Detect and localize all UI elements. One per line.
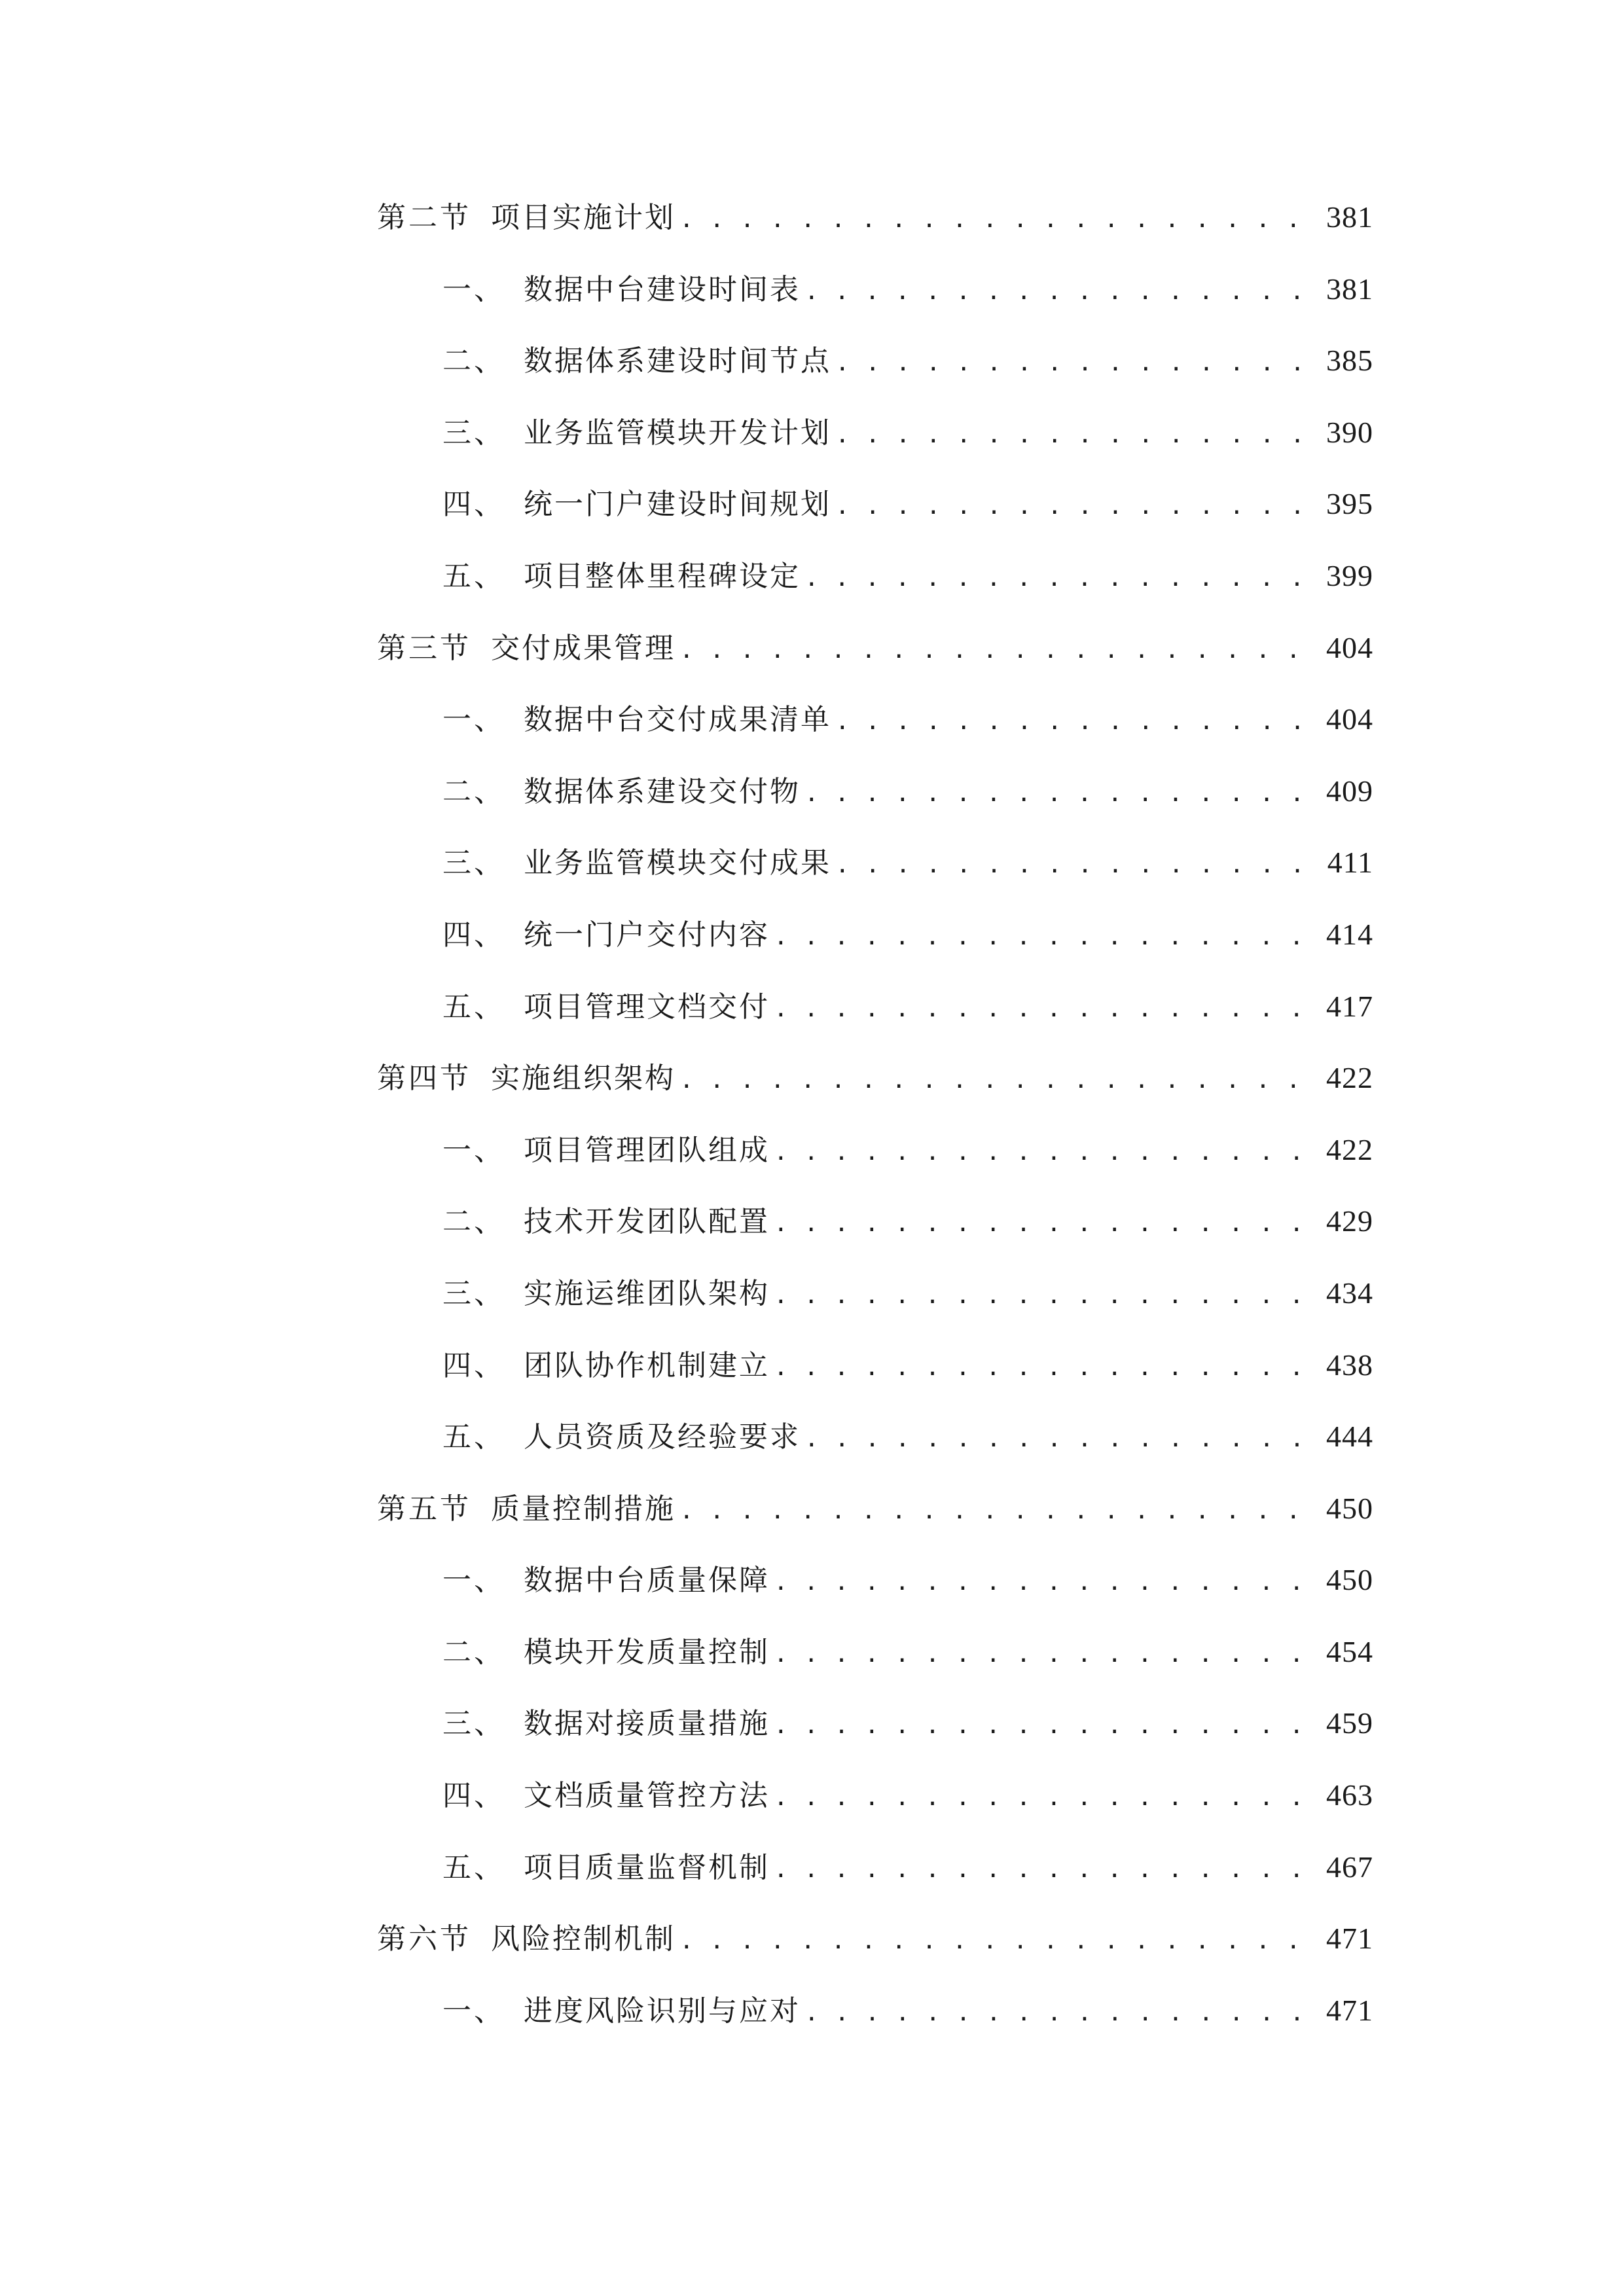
toc-entry-title: 数据中台建设时间表 bbox=[524, 272, 801, 306]
toc-entry-page-number: 459 bbox=[1326, 1706, 1373, 1740]
toc-entry-title: 项目管理文档交付 bbox=[524, 990, 770, 1024]
toc-entry-number: 第三节 bbox=[377, 631, 471, 665]
toc-entry-page-number: 381 bbox=[1326, 200, 1373, 234]
toc-entry-page-number: 422 bbox=[1326, 1132, 1373, 1166]
toc-entry-number: 五、 bbox=[442, 1420, 505, 1454]
toc-entry-number: 第四节 bbox=[377, 1062, 471, 1096]
toc-entry-number: 二、 bbox=[442, 344, 505, 378]
toc-dot-leader bbox=[804, 1416, 1314, 1462]
toc-subsection-entry[interactable] bbox=[377, 1127, 1373, 1199]
toc-entry-title: 业务监管模块交付成果 bbox=[524, 846, 831, 880]
toc-dot-leader bbox=[835, 842, 1314, 888]
toc-dot-leader bbox=[679, 628, 1314, 673]
toc-subsection-entry[interactable] bbox=[377, 1629, 1373, 1701]
toc-entry-title: 数据体系建设交付物 bbox=[524, 774, 801, 808]
toc-subsection-entry[interactable] bbox=[377, 481, 1373, 553]
toc-entry-title: 实施运维团队架构 bbox=[524, 1276, 770, 1310]
toc-dot-leader bbox=[774, 1703, 1314, 1749]
toc-dot-leader bbox=[804, 269, 1314, 315]
toc-entry-number: 四、 bbox=[442, 1779, 505, 1813]
toc-entry-title: 风险控制机制 bbox=[491, 1922, 676, 1956]
toc-subsection-entry[interactable] bbox=[377, 840, 1373, 912]
toc-entry-number: 二、 bbox=[442, 774, 505, 808]
toc-entry-number: 一、 bbox=[442, 272, 505, 306]
toc-entry-number: 二、 bbox=[442, 1205, 505, 1239]
toc-entry-page-number: 471 bbox=[1326, 1993, 1373, 2027]
toc-entry-title: 业务监管模块开发计划 bbox=[524, 416, 831, 450]
toc-dot-leader bbox=[679, 1058, 1314, 1103]
toc-entry-number: 三、 bbox=[442, 1276, 505, 1310]
toc-subsection-entry[interactable] bbox=[377, 1772, 1373, 1844]
toc-entry-page-number: 434 bbox=[1326, 1276, 1373, 1310]
toc-entry-number: 一、 bbox=[442, 1994, 505, 2028]
toc-subsection-entry[interactable] bbox=[377, 1844, 1373, 1916]
toc-entry-number: 一、 bbox=[442, 1564, 505, 1598]
toc-dot-leader bbox=[774, 1345, 1314, 1391]
toc-entry-number: 四、 bbox=[442, 918, 505, 952]
toc-subsection-entry[interactable] bbox=[377, 266, 1373, 338]
toc-subsection-entry[interactable] bbox=[377, 553, 1373, 625]
toc-entry-page-number: 399 bbox=[1326, 558, 1373, 592]
toc-entry-title: 项目整体里程碑设定 bbox=[524, 559, 801, 593]
toc-entry-title: 统一门户建设时间规划 bbox=[524, 488, 831, 522]
toc-entry-title: 数据体系建设时间节点 bbox=[524, 344, 831, 378]
toc-dot-leader bbox=[679, 197, 1314, 243]
toc-subsection-entry[interactable] bbox=[377, 1557, 1373, 1629]
toc-dot-leader bbox=[835, 484, 1314, 529]
toc-dot-leader bbox=[774, 914, 1314, 960]
toc-entry-page-number: 395 bbox=[1326, 487, 1373, 521]
toc-entry-number: 四、 bbox=[442, 1348, 505, 1382]
toc-entry-title: 文档质量管控方法 bbox=[524, 1779, 770, 1813]
toc-subsection-entry[interactable] bbox=[377, 410, 1373, 482]
toc-entry-number: 三、 bbox=[442, 1707, 505, 1741]
toc-entry-number: 三、 bbox=[442, 416, 505, 450]
toc-dot-leader bbox=[774, 1847, 1314, 1893]
toc-entry-page-number: 467 bbox=[1326, 1850, 1373, 1884]
toc-entry-number: 四、 bbox=[442, 488, 505, 522]
toc-entry-page-number: 444 bbox=[1326, 1420, 1373, 1454]
toc-subsection-entry[interactable] bbox=[377, 912, 1373, 984]
toc-entry-title: 交付成果管理 bbox=[491, 631, 676, 665]
toc-entry-number: 五、 bbox=[442, 1850, 505, 1884]
toc-dot-leader bbox=[679, 1488, 1314, 1534]
toc-dot-leader bbox=[774, 1130, 1314, 1175]
toc-entry-title: 技术开发团队配置 bbox=[524, 1205, 770, 1239]
toc-dot-leader bbox=[679, 1918, 1314, 1964]
toc-entry-page-number: 411 bbox=[1327, 846, 1373, 880]
toc-dot-leader bbox=[774, 1632, 1314, 1677]
toc-entry-page-number: 404 bbox=[1326, 630, 1373, 664]
toc-entry-page-number: 414 bbox=[1326, 917, 1373, 951]
toc-subsection-entry[interactable] bbox=[377, 984, 1373, 1056]
toc-entry-title: 数据对接质量措施 bbox=[524, 1707, 770, 1741]
toc-entry-number: 一、 bbox=[442, 1133, 505, 1167]
toc-entry-number: 第二节 bbox=[377, 201, 471, 234]
toc-dot-leader bbox=[774, 1273, 1314, 1319]
toc-entry-number: 五、 bbox=[442, 990, 505, 1024]
toc-dot-leader bbox=[835, 412, 1314, 458]
toc-entry-number: 一、 bbox=[442, 703, 505, 737]
toc-dot-leader bbox=[835, 699, 1314, 745]
toc-entry-page-number: 471 bbox=[1326, 1922, 1373, 1956]
toc-entry-page-number: 422 bbox=[1326, 1061, 1373, 1095]
toc-dot-leader bbox=[804, 771, 1314, 817]
toc-subsection-entry[interactable] bbox=[377, 1198, 1373, 1270]
table-of-contents bbox=[377, 194, 1373, 2059]
toc-entry-page-number: 450 bbox=[1326, 1563, 1373, 1597]
toc-entry-number: 三、 bbox=[442, 846, 505, 880]
toc-section-entry[interactable] bbox=[377, 1916, 1373, 1988]
toc-entry-page-number: 454 bbox=[1326, 1634, 1373, 1668]
toc-entry-page-number: 429 bbox=[1326, 1204, 1373, 1238]
toc-dot-leader bbox=[774, 1201, 1314, 1247]
toc-subsection-entry[interactable] bbox=[377, 1700, 1373, 1772]
toc-entry-title: 数据中台交付成果清单 bbox=[524, 703, 831, 737]
toc-entry-title: 进度风险识别与应对 bbox=[524, 1994, 801, 2028]
toc-dot-leader bbox=[774, 1560, 1314, 1605]
toc-entry-page-number: 463 bbox=[1326, 1778, 1373, 1812]
toc-dot-leader bbox=[835, 340, 1314, 386]
toc-dot-leader bbox=[774, 986, 1314, 1032]
toc-entry-page-number: 381 bbox=[1326, 272, 1373, 306]
toc-entry-number: 第五节 bbox=[377, 1492, 471, 1526]
toc-entry-title: 质量控制措施 bbox=[491, 1492, 676, 1526]
toc-entry-title: 项目实施计划 bbox=[491, 201, 676, 234]
toc-dot-leader bbox=[804, 1990, 1314, 2036]
toc-entry-page-number: 404 bbox=[1326, 702, 1373, 736]
toc-section-entry[interactable] bbox=[377, 1486, 1373, 1558]
toc-dot-leader bbox=[774, 1775, 1314, 1821]
toc-entry-page-number: 450 bbox=[1326, 1491, 1373, 1525]
toc-entry-number: 第六节 bbox=[377, 1922, 471, 1956]
toc-entry-title: 统一门户交付内容 bbox=[524, 918, 770, 952]
toc-dot-leader bbox=[804, 556, 1314, 601]
toc-section-entry[interactable] bbox=[377, 625, 1373, 697]
toc-entry-title: 团队协作机制建立 bbox=[524, 1348, 770, 1382]
toc-entry-number: 五、 bbox=[442, 559, 505, 593]
toc-entry-title: 实施组织架构 bbox=[491, 1062, 676, 1096]
toc-subsection-entry[interactable] bbox=[377, 768, 1373, 840]
toc-entry-title: 模块开发质量控制 bbox=[524, 1635, 770, 1669]
toc-entry-number: 二、 bbox=[442, 1635, 505, 1669]
toc-entry-title: 数据中台质量保障 bbox=[524, 1564, 770, 1598]
toc-section-entry[interactable] bbox=[377, 194, 1373, 266]
toc-subsection-entry[interactable] bbox=[377, 1988, 1373, 2060]
toc-entry-page-number: 390 bbox=[1326, 415, 1373, 449]
toc-subsection-entry[interactable] bbox=[377, 1342, 1373, 1414]
toc-entry-title: 人员资质及经验要求 bbox=[524, 1420, 801, 1454]
toc-section-entry[interactable] bbox=[377, 1055, 1373, 1127]
toc-entry-page-number: 438 bbox=[1326, 1348, 1373, 1382]
toc-entry-page-number: 409 bbox=[1326, 774, 1373, 808]
toc-subsection-entry[interactable] bbox=[377, 696, 1373, 768]
toc-entry-title: 项目质量监督机制 bbox=[524, 1850, 770, 1884]
toc-subsection-entry[interactable] bbox=[377, 1270, 1373, 1342]
toc-entry-title: 项目管理团队组成 bbox=[524, 1133, 770, 1167]
toc-subsection-entry[interactable] bbox=[377, 1414, 1373, 1486]
toc-subsection-entry[interactable] bbox=[377, 338, 1373, 410]
toc-entry-page-number: 385 bbox=[1326, 344, 1373, 378]
toc-entry-page-number: 417 bbox=[1326, 989, 1373, 1023]
